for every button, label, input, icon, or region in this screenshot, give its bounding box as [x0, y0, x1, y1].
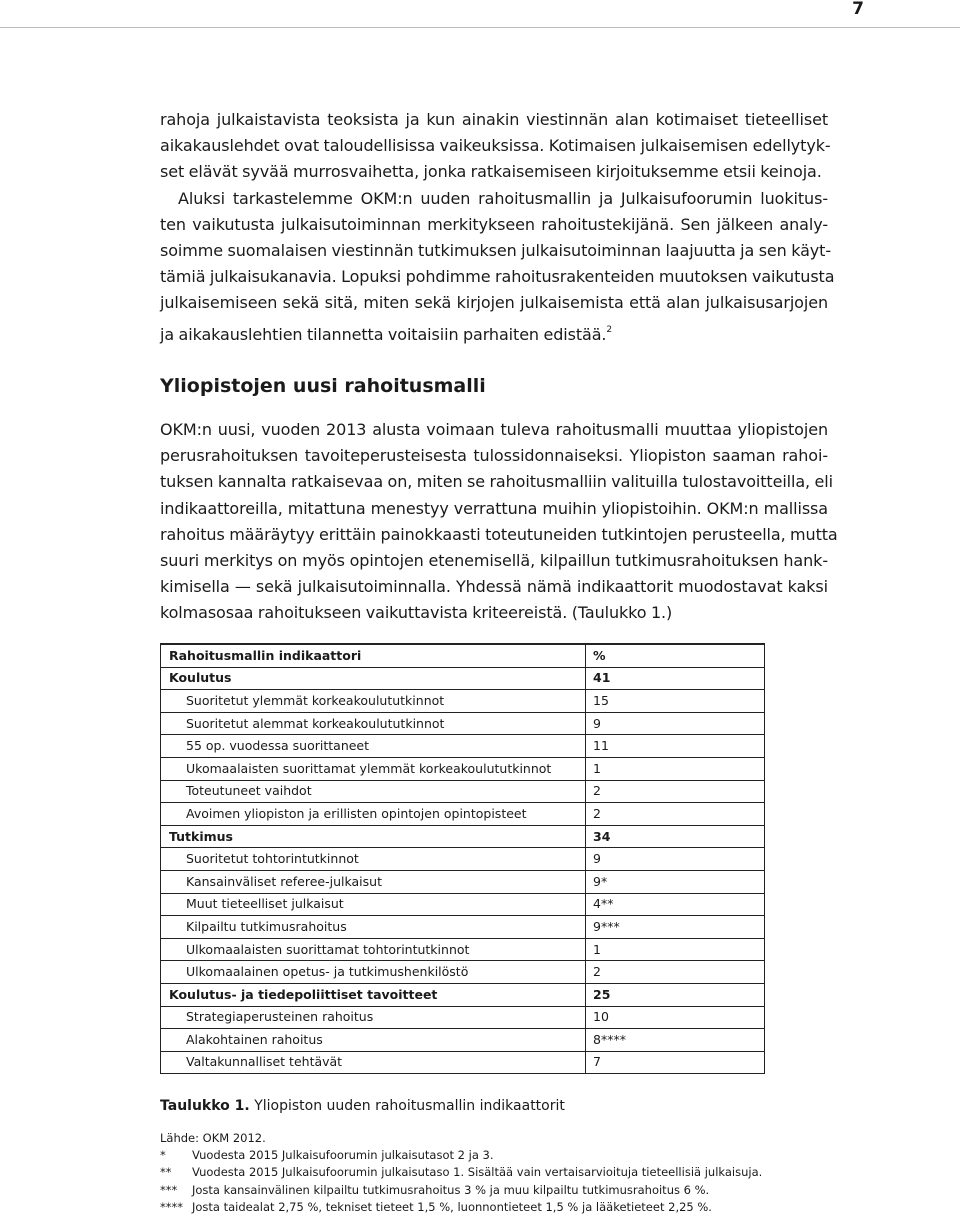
indicator-percent: 9*** [586, 916, 765, 939]
indicator-name: Alakohtainen rahoitus [161, 1029, 586, 1052]
text-line: kolmasosaa rahoitukseen vaikuttavista kriteereistä. (Taulukko 1.) [160, 603, 673, 623]
indicator-name: Ukomaalaisten suorittamat ylemmät korkeakoulututkinnot [161, 757, 586, 780]
table-row [161, 1029, 765, 1052]
text-line: suuri merkitys on myös opintojen etenemisellä, kilpaillun tutkimusrahoituksen hank- [160, 551, 828, 571]
indicator-percent: 8**** [586, 1029, 765, 1052]
section-heading: Yliopistojen uusi rahoitusmalli [160, 375, 486, 397]
footnote-text: Vuodesta 2015 Julkaisufoorumin julkaisutasot 2 ja 3. [192, 1148, 494, 1162]
indicator-percent: 2 [586, 780, 765, 803]
indicator-percent: 15 [586, 690, 765, 713]
text-line: OKM:n uusi, vuoden 2013 alusta voimaan tuleva rahoitusmalli muuttaa yliopistojen [160, 420, 828, 439]
indicator-percent: 1 [586, 938, 765, 961]
table-group-row [161, 983, 765, 1006]
section-text [160, 417, 838, 627]
text-line: Aluksi tarkastelemme OKM:n uuden rahoitusmallin ja Julkaisufoorumin luokitus- [178, 188, 828, 208]
intro-text [160, 107, 835, 348]
indicator-table [160, 643, 765, 1074]
text-line: rahoitus määräytyy erittäin painokkaasti toteutuneiden tutkintojen perusteella, mutta [160, 524, 838, 544]
indicator-name: Avoimen yliopiston ja erillisten opintojen opintopisteet [161, 803, 586, 826]
indicator-percent: 34 [586, 825, 765, 848]
indicator-name: Valtakunnalliset tehtävät [161, 1051, 586, 1074]
caption-label: Taulukko 1. [160, 1098, 250, 1114]
footnote [160, 1199, 762, 1216]
text-line: set elävät syvää murrosvaihetta, jonka ratkaisemiseen kirjoituksemme etsii keinoja. [160, 162, 822, 182]
text-line: julkaisemiseen sekä sitä, miten sekä kirjojen julkaisemista että alan julkaisusarjojen [160, 293, 828, 313]
table-group-row [161, 667, 765, 690]
table-group-row [161, 825, 765, 848]
table-header-row [161, 644, 765, 667]
indicator-percent: 2 [586, 961, 765, 984]
footnote-mark: *** [160, 1182, 178, 1197]
indicator-percent: 11 [586, 735, 765, 758]
footnote [160, 1147, 762, 1164]
indicator-name: Suoritetut tohtorintutkinnot [161, 848, 586, 871]
text-line: perusrahoituksen tavoiteperusteisesta tulossidonnaiseksi. Yliopiston saaman rahoi- [160, 446, 828, 466]
text-line: tämiä julkaisukanavia. Lopuksi pohdimme rahoitusrakenteiden muutoksen vaikutusta [160, 267, 835, 287]
indicator-percent: 9* [586, 870, 765, 893]
intro-paragraph-2 [160, 186, 835, 348]
text-line: kimisella — sekä julkaisutoiminnalla. Yhdessä nämä indikaattorit muodostavat kaksi [160, 577, 828, 597]
footnote-text: Vuodesta 2015 Julkaisufoorumin julkaisutaso 1. Sisältää vain vertaisarvioituja tieteellisiä julkaisuja. [192, 1165, 763, 1180]
header-rule [0, 27, 960, 28]
text-line: rahoja julkaistavista teoksista ja kun ainakin viestinnän alan kotimaiset tieteelliset [160, 110, 828, 129]
footnote-mark: **** [160, 1199, 183, 1214]
table-row [161, 757, 765, 780]
footnote-text: Josta taidealat 2,75 %, tekniset tieteet 1,5 %, luonnontieteet 1,5 % ja lääketieteet 2,25 %. [192, 1199, 712, 1214]
indicator-name: Koulutus [161, 667, 586, 690]
table-row [161, 780, 765, 803]
indicator-name: Ulkomaalainen opetus- ja tutkimushenkilöstö [161, 961, 586, 984]
footnote-mark: ** [160, 1165, 172, 1180]
indicator-name: Muut tieteelliset julkaisut [161, 893, 586, 916]
footnote-text: Josta kansainvälinen kilpailtu tutkimusrahoitus 3 % ja muu kilpailtu tutkimusrahoitus 6 %. [192, 1182, 710, 1197]
indicator-name: Suoritetut alemmat korkeakoulututkinnot [161, 712, 586, 735]
page-number: 7 [852, 0, 864, 19]
indicator-name: Suoritetut ylemmät korkeakoulututkinnot [161, 690, 586, 713]
indicator-percent: 1 [586, 757, 765, 780]
footnote-reference[interactable]: 2 [606, 324, 613, 335]
footnote-mark: * [160, 1148, 166, 1162]
table-row [161, 1051, 765, 1074]
table-row [161, 712, 765, 735]
footnote [160, 1164, 762, 1181]
indicator-percent: 41 [586, 667, 765, 690]
table-header-percent: % [586, 644, 765, 667]
text-line: indikaattoreilla, mitattuna menestyy verrattuna muihin yliopistoihin. OKM:n mallissa [160, 498, 828, 518]
text-line: ja aikakauslehtien tilannetta voitaisiin parhaiten edistää. [160, 324, 607, 344]
indicator-name: Tutkimus [161, 825, 586, 848]
table-row [161, 690, 765, 713]
table-row [161, 893, 765, 916]
indicator-name: Strategiaperusteinen rahoitus [161, 1006, 586, 1029]
table-row [161, 803, 765, 826]
table-header-name: Rahoitusmallin indikaattori [161, 644, 586, 667]
caption-text: Yliopiston uuden rahoitusmallin indikaattorit [254, 1098, 565, 1114]
indicator-name: Toteutuneet vaihdot [161, 780, 586, 803]
section-paragraph [160, 417, 838, 627]
intro-paragraph-1 [160, 107, 831, 186]
indicator-percent: 25 [586, 983, 765, 1006]
indicator-percent: 9 [586, 712, 765, 735]
indicator-name: Koulutus- ja tiedepoliittiset tavoitteet [161, 983, 586, 1006]
indicator-percent: 4** [586, 893, 765, 916]
indicator-percent: 10 [586, 1006, 765, 1029]
table-source: Lähde: OKM 2012. [160, 1131, 266, 1145]
table-row [161, 938, 765, 961]
table-row [161, 848, 765, 871]
table-row [161, 735, 765, 758]
indicator-percent: 7 [586, 1051, 765, 1074]
text-line: tuksen kannalta ratkaisevaa on, miten se rahoitusmalliin valituilla tulostavoitteilla, eli [160, 472, 833, 492]
indicator-percent: 9 [586, 848, 765, 871]
indicator-name: Ulkomaalaisten suorittamat tohtorintutkinnot [161, 938, 586, 961]
text-line: soimme suomalaisen viestinnän tutkimuksen julkaisutoiminnan laajuutta ja sen käyt- [160, 241, 832, 261]
table-row [161, 1006, 765, 1029]
table-row [161, 916, 765, 939]
text-line: aikakauslehdet ovat taloudellisissa vaikeuksissa. Kotimaisen julkaisemisen edellytyk- [160, 136, 831, 156]
table-row [161, 961, 765, 984]
indicator-percent: 2 [586, 803, 765, 826]
table-row [161, 870, 765, 893]
table-caption [160, 1096, 565, 1116]
indicator-name: 55 op. vuodessa suorittaneet [161, 735, 586, 758]
footnote [160, 1182, 762, 1199]
table-notes [160, 1147, 762, 1216]
text-line: ten vaikutusta julkaisutoiminnan merkitykseen rahoitustekijänä. Sen jälkeen analy- [160, 214, 828, 234]
indicator-name: Kilpailtu tutkimusrahoitus [161, 916, 586, 939]
text-line-with-footnote [160, 317, 828, 348]
indicator-name: Kansainväliset referee-julkaisut [161, 870, 586, 893]
